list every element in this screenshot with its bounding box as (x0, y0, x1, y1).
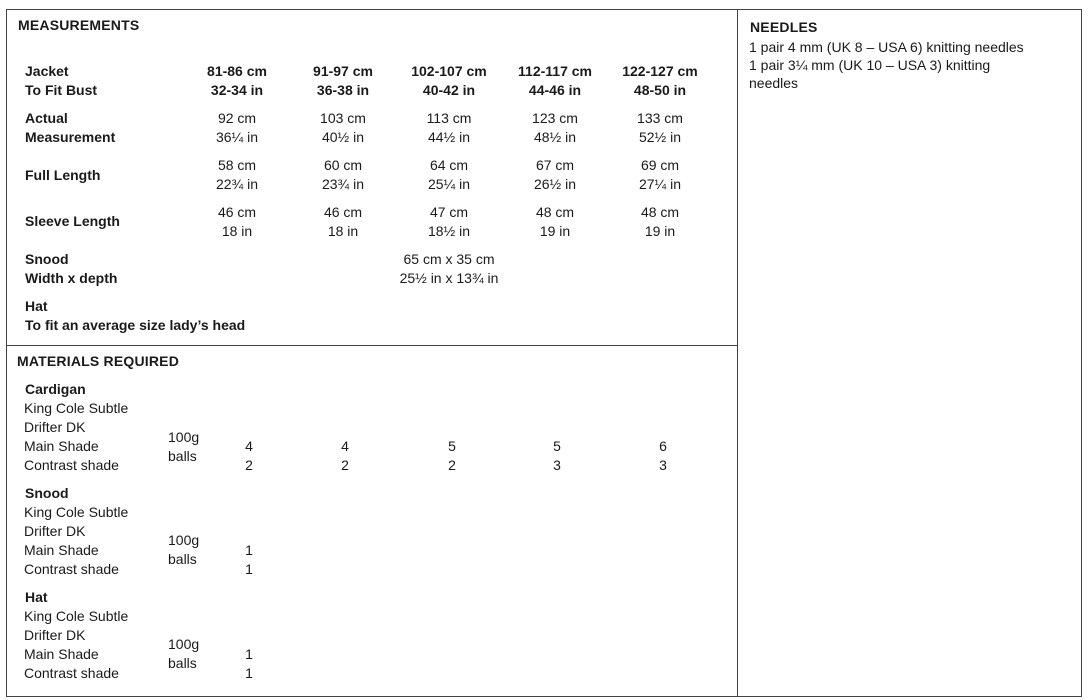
materials-title: MATERIALS REQUIRED (17, 353, 180, 369)
hat-unit-2: balls (168, 655, 197, 671)
cardigan-main-5: 6 (659, 438, 667, 454)
hat-main-1: 1 (245, 646, 253, 662)
size-3-in: 40-42 in (422, 82, 476, 98)
length-3-cm: 64 cm (429, 157, 469, 173)
sleeve-3-cm: 47 cm (429, 204, 469, 220)
size-4-cm: 112-117 cm (518, 63, 592, 79)
hat-main-label: Main Shade (24, 646, 99, 662)
snood-size-in: 25½ in x 13¾ in (399, 270, 499, 286)
row-label-actual: Actual (25, 110, 68, 126)
cardigan-unit-2: balls (168, 448, 197, 464)
actual-5-cm: 133 cm (637, 110, 683, 126)
length-2-in: 23¾ in (321, 176, 365, 192)
length-3-in: 25¼ in (427, 176, 471, 192)
snood-main-1: 1 (245, 542, 253, 558)
cardigan-main-label: Main Shade (24, 438, 99, 454)
actual-1-cm: 92 cm (217, 110, 257, 126)
length-1-cm: 58 cm (217, 157, 257, 173)
cardigan-main-4: 5 (553, 438, 561, 454)
sleeve-2-in: 18 in (327, 223, 359, 239)
size-5-cm: 122-127 cm (622, 63, 698, 79)
cardigan-contrast-2: 2 (341, 457, 349, 473)
length-4-in: 26½ in (533, 176, 577, 192)
needles-line-3: needles (749, 75, 799, 91)
measurements-title: MEASUREMENTS (18, 17, 140, 33)
sleeve-1-in: 18 in (221, 223, 253, 239)
group-cardigan-name: Cardigan (25, 381, 86, 397)
snood-unit-1: 100g (168, 532, 200, 548)
hat-yarn-2: Drifter DK (24, 627, 86, 643)
size-2-cm: 91-97 cm (313, 63, 373, 79)
cardigan-contrast-label: Contrast shade (24, 457, 119, 473)
actual-3-cm: 113 cm (426, 110, 472, 126)
snood-main-label: Main Shade (24, 542, 99, 558)
cardigan-contrast-4: 3 (553, 457, 561, 473)
needles-line-1: 1 pair 4 mm (UK 8 – USA 6) knitting needles (749, 39, 1024, 55)
row-label-snood: Snood (25, 251, 69, 267)
actual-1-in: 36¼ in (215, 129, 259, 145)
snood-contrast-label: Contrast shade (24, 561, 119, 577)
actual-3-in: 44½ in (427, 129, 471, 145)
hat-unit-1: 100g (168, 636, 200, 652)
snood-unit-2: balls (168, 551, 197, 567)
row-label-width-depth: Width x depth (25, 270, 118, 286)
snood-yarn-1: King Cole Subtle (24, 504, 129, 520)
cardigan-contrast-5: 3 (659, 457, 667, 473)
column-divider (737, 9, 738, 697)
sleeve-5-in: 19 in (644, 223, 676, 239)
sleeve-4-cm: 48 cm (535, 204, 575, 220)
length-5-cm: 69 cm (640, 157, 680, 173)
actual-4-in: 48½ in (533, 129, 577, 145)
row-label-sleeve-length: Sleeve Length (25, 213, 120, 229)
row-label-full-length: Full Length (25, 167, 101, 183)
cardigan-main-1: 4 (245, 438, 253, 454)
row-label-measurement: Measurement (25, 129, 116, 145)
sleeve-3-in: 18½ in (427, 223, 471, 239)
cardigan-main-2: 4 (341, 438, 349, 454)
cardigan-contrast-1: 2 (245, 457, 253, 473)
actual-4-cm: 123 cm (532, 110, 578, 126)
size-2-in: 36-38 in (316, 82, 370, 98)
sleeve-5-cm: 48 cm (640, 204, 680, 220)
hat-contrast-1: 1 (245, 665, 253, 681)
length-1-in: 22¾ in (215, 176, 259, 192)
actual-2-in: 40½ in (321, 129, 365, 145)
cardigan-yarn-2: Drifter DK (24, 419, 86, 435)
size-1-cm: 81-86 cm (207, 63, 267, 79)
sleeve-2-cm: 46 cm (323, 204, 363, 220)
sleeve-1-cm: 46 cm (217, 204, 257, 220)
length-2-cm: 60 cm (323, 157, 363, 173)
actual-5-in: 52½ in (638, 129, 682, 145)
needles-line-2: 1 pair 3¼ mm (UK 10 – USA 3) knitting (749, 57, 991, 73)
header-label-jacket: Jacket (25, 63, 69, 79)
length-5-in: 27¼ in (638, 176, 682, 192)
length-4-cm: 67 cm (535, 157, 575, 173)
size-5-in: 48-50 in (633, 82, 687, 98)
needles-title: NEEDLES (750, 19, 818, 35)
sleeve-4-in: 19 in (539, 223, 571, 239)
size-3-cm: 102-107 cm (411, 63, 487, 79)
actual-2-cm: 103 cm (320, 110, 366, 126)
snood-contrast-1: 1 (245, 561, 253, 577)
snood-yarn-2: Drifter DK (24, 523, 86, 539)
hat-contrast-label: Contrast shade (24, 665, 119, 681)
hat-yarn-1: King Cole Subtle (24, 608, 129, 624)
header-label-fit-bust: To Fit Bust (25, 82, 98, 98)
cardigan-unit-1: 100g (168, 429, 200, 445)
section-divider (6, 345, 738, 346)
size-1-in: 32-34 in (210, 82, 264, 98)
cardigan-yarn-1: King Cole Subtle (24, 400, 129, 416)
size-4-in: 44-46 in (528, 82, 582, 98)
row-label-hat: Hat (25, 298, 48, 314)
cardigan-contrast-3: 2 (448, 457, 456, 473)
snood-size-cm: 65 cm x 35 cm (403, 251, 495, 267)
cardigan-main-3: 5 (448, 438, 456, 454)
row-label-hat-fit: To fit an average size lady’s head (25, 317, 246, 333)
group-hat-name: Hat (25, 589, 48, 605)
group-snood-name: Snood (25, 485, 69, 501)
